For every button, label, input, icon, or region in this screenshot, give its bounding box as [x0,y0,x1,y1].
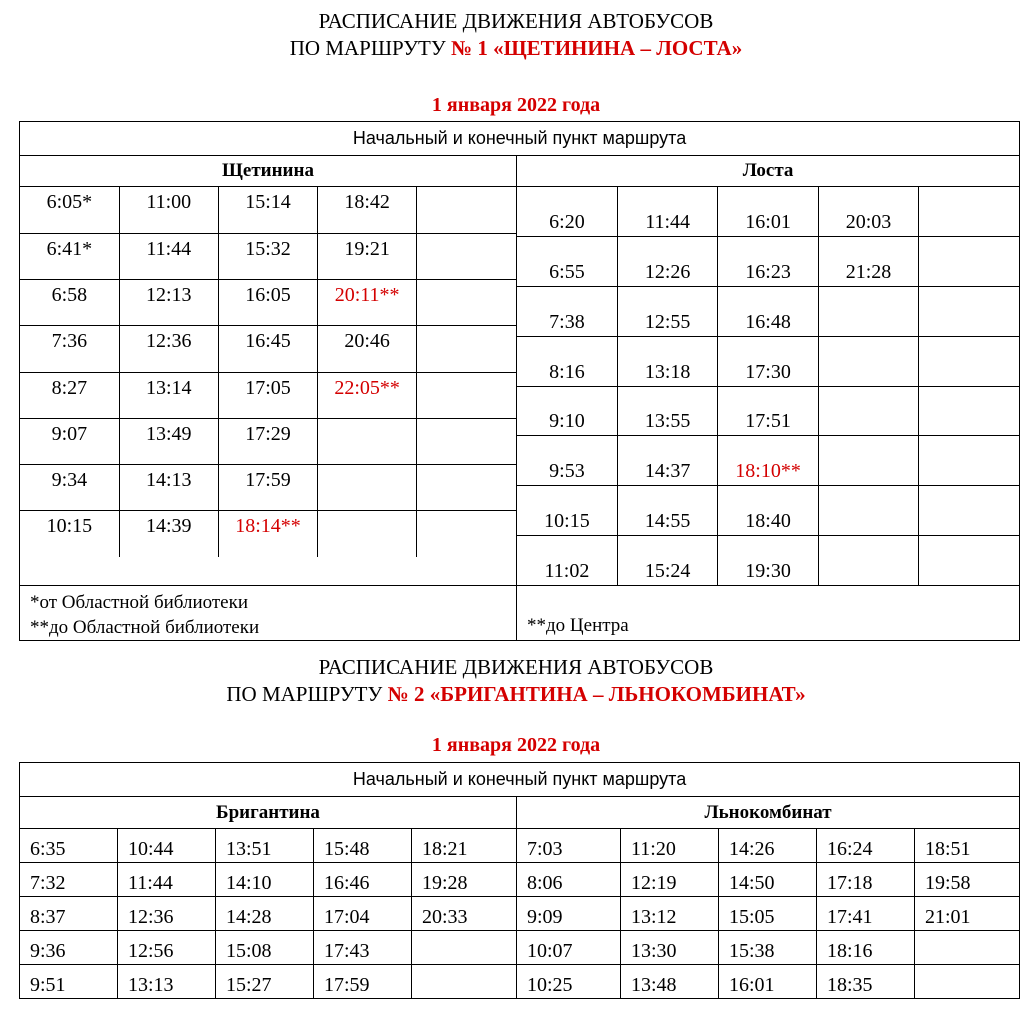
route2-right-time: 13:30 [631,940,677,962]
route1-right-time-cell [718,436,818,486]
route2-right-time: 13:48 [631,974,677,996]
route2-header: Начальный и конечный пункт маршрута [20,763,1020,797]
route1-left-time-cell [218,280,317,326]
route2-right-time-cell [719,829,817,863]
route1-left-time: 18:42 [344,191,390,213]
route1-right-time-cell [517,287,617,337]
route1-left-time-cell [318,280,417,326]
route1-left-row [20,465,516,511]
route1-right-row [517,535,1019,585]
route2-right-time-cell [915,965,1020,999]
route1-left-time: 14:13 [146,469,192,491]
route1-right-time: 17:30 [745,360,791,383]
route1-schedule-table [19,121,1020,641]
route2-right-time-cell [621,897,719,931]
route1-left-time [318,465,416,469]
route1-left-time-cell [318,465,417,511]
route2-right-time: 8:06 [527,872,563,894]
route2-right-time: 16:01 [729,974,775,996]
route1-right-stop: Лоста [517,156,1020,187]
route2-schedule-table [19,762,1020,999]
route1-right-time: 9:53 [549,460,585,482]
route2-left-time-cell [412,897,517,931]
route1-right-time: 15:24 [644,560,691,582]
route1-right-time: 18:10** [735,460,801,482]
route1-left-time: 16:05 [245,284,291,306]
route2-left-time-cell [20,965,118,999]
route2-left-time-cell [314,931,412,965]
route1-left-time: 17:05 [245,376,291,399]
route1-left-time-cell [218,418,317,464]
route2-left-time-cell [118,965,216,999]
route1-right-time-cell [818,436,918,486]
route1-right-time-cell [818,287,918,337]
route2-right-time-cell [621,863,719,897]
route1-left-time: 6:05* [46,191,93,213]
route1-left-time-cell [417,465,516,511]
route1-right-time: 19:30 [745,560,791,582]
route1-left-row [20,187,516,233]
route1-left-time-cell [218,233,317,279]
route1-left-time: 7:36 [51,330,88,353]
route1-left-row [20,280,516,326]
route1-right-time-cell [718,486,818,536]
route1-left-time: 22:05** [334,376,400,399]
route2-left-time: 10:44 [128,838,174,860]
route2-left-time: 15:27 [226,974,272,996]
route2-left-time [412,997,516,998]
route1-right-time-cell [818,386,918,436]
route2-right-time: 16:24 [827,838,873,860]
route1-left-time: 14:39 [146,515,192,538]
route1-left-time-cell [119,326,218,372]
route1-right-times [517,187,1020,586]
route1-right-time-cell [919,486,1019,536]
route1-right-time-cell [617,287,717,337]
route2-right-time-cell [621,931,719,965]
route1-right-time: 18:40 [745,509,791,532]
route2-right-time-cell [719,897,817,931]
route1-right-time-cell [818,237,918,287]
route1-right-time-cell [718,336,818,386]
route1-left-time-cell [417,233,516,279]
route1-right-time-cell [919,336,1019,386]
route2-right-stop: Льнокомбинат [517,797,1020,829]
route1-left-time [417,187,516,191]
route2-left-time-cell [216,931,314,965]
route2-row [20,863,1020,897]
route2-right-time-cell [517,931,621,965]
route1-right-row [517,436,1019,486]
route2-left-time: 16:46 [324,872,370,894]
route1-left-time: 10:15 [46,515,93,538]
route1-left-time-cell [218,465,317,511]
route1-right-time: 11:44 [645,211,691,234]
route1-left-time-cell [218,326,317,372]
route2-right-time: 14:50 [729,872,775,894]
route1-right-time: 14:55 [644,509,691,532]
route2-left-time: 20:33 [422,906,468,928]
route2-right-time: 18:16 [827,940,873,962]
route2-left-time: 15:48 [324,838,370,860]
route2-title-prefix: ПО МАРШРУТУ [226,682,388,706]
route2-left-time: 6:35 [30,838,66,860]
route1-title-line1: РАСПИСАНИЕ ДВИЖЕНИЯ АВТОБУСОВ [318,9,714,33]
route2-right-time: 17:41 [827,906,873,928]
route1-left-time-cell [218,511,317,557]
route1-right-time-cell [919,187,1019,237]
route1-left-time: 20:46 [344,330,390,353]
route1-left-time-cell [119,372,218,418]
route1-left-time: 8:27 [51,376,88,399]
route2-left-time: 9:36 [30,940,66,962]
route1-left-times [20,187,517,586]
route2-left-time-cell [20,897,118,931]
route2-left-time-cell [412,931,517,965]
route2-left-time: 11:44 [128,872,173,894]
route1-left-time-cell [20,233,119,279]
route1-left-time: 12:13 [146,284,192,306]
route2-right-time: 13:12 [631,906,677,928]
route1-left-time [417,280,516,284]
route1-right-time-cell [617,336,717,386]
route1-title-prefix: ПО МАРШРУТУ [289,36,452,60]
route2-right-time: 17:18 [827,872,873,894]
route1-right-time: 6:55 [549,261,585,283]
route2-left-time: 7:32 [30,872,66,894]
route1-left-time: 18:14** [235,515,301,538]
route1-left-time-cell [20,187,119,233]
route2-date: 1 января 2022 года [431,734,601,756]
route2-left-time: 13:13 [128,974,174,996]
route1-date: 1 января 2022 года [431,94,601,116]
route1-right-time-cell [718,287,818,337]
route2-title-line1: РАСПИСАНИЕ ДВИЖЕНИЯ АВТОБУСОВ [318,655,714,679]
route1-left-time: 16:45 [245,330,291,353]
route1-left-time: 17:59 [245,469,291,491]
route1-left-row [20,511,516,557]
route2-left-time-cell [118,829,216,863]
route1-left-stop: Щетинина [20,156,517,187]
route2-right-time: 10:25 [527,974,573,996]
route2-left-time-cell [216,965,314,999]
route1-left-time-cell [417,418,516,464]
route2-right-time: 18:51 [925,838,971,860]
route1-right-time: 10:15 [544,509,590,532]
route1-left-time: 11:44 [146,237,192,260]
route1-left-time: 15:14 [245,191,291,213]
route2-right-time-cell [817,965,915,999]
route1-right-time-cell [617,237,717,287]
route1-right-time-cell [718,187,818,237]
route2-left-time: 18:21 [422,838,468,860]
route2-left-time-cell [118,931,216,965]
route1-right-time-cell [818,187,918,237]
route2-left-time: 19:28 [422,872,468,894]
route1-right-time: 9:10 [549,410,585,433]
route1-left-time-cell [318,418,417,464]
route1-left-time [417,234,516,238]
route2-right-time: 10:07 [527,940,573,962]
route1-right-time: 11:02 [544,560,590,582]
route1-right-time: 16:48 [745,310,791,333]
route1-right-time-cell [919,386,1019,436]
route1-left-time: 15:32 [245,237,291,260]
route2-left-stop: Бригантина [20,797,517,829]
route2-left-time-cell [314,965,412,999]
route1-right-time-cell [517,486,617,536]
route1-left-time: 13:49 [146,422,192,445]
route2-right-time-cell [517,829,621,863]
route1-left-time [417,465,516,469]
route1-right-time-cell [818,535,918,585]
route1-left-time: 9:34 [51,469,88,491]
route2-right-time-cell [621,965,719,999]
route2-route-name: № 2 «БРИГАНТИНА – ЛЬНОКОМБИНАТ» [387,682,806,706]
route1-left-time-cell [318,233,417,279]
route1-right-time: 13:55 [644,410,691,433]
route1-left-time: 9:07 [51,422,88,445]
route1-right-time: 16:01 [745,211,791,234]
route1-left-time-cell [318,187,417,233]
route1-left-time [417,511,516,515]
route2-left-time-cell [20,829,118,863]
route2-right-time-cell [915,931,1020,965]
route1-left-time-cell [119,465,218,511]
route2-title-line2 [0,681,1032,708]
route1-note-left-1: *от Областной библиотеки [30,592,249,613]
route1-left-row [20,372,516,418]
route2-left-time-cell [20,863,118,897]
route1-left-time-cell [20,372,119,418]
route1-left-time-cell [20,418,119,464]
route1-right-time-cell [517,386,617,436]
route2-right-time: 7:03 [527,838,563,860]
route1-left-time-cell [417,187,516,233]
route2-right-time [915,997,1019,998]
route1-right-time: 20:03 [845,211,892,234]
route2-left-time-cell [216,829,314,863]
route1-right-row [517,187,1019,237]
route1-right-time-cell [617,486,717,536]
route1-left-time-cell [119,511,218,557]
route2-right-time: 19:58 [925,872,971,894]
route1-right-row [517,386,1019,436]
route2-right-time: 15:38 [729,940,775,962]
route2-left-time: 12:56 [128,940,174,962]
route2-left-time: 14:10 [226,872,272,894]
route1-right-row [517,287,1019,337]
route1-left-time-cell [318,326,417,372]
route1-right-time: 21:28 [845,261,892,283]
route2-right-time: 18:35 [827,974,873,996]
route2-right-time-cell [719,863,817,897]
route1-left-time-cell [20,326,119,372]
route1-right-time-cell [617,386,717,436]
route1-right-time-cell [617,436,717,486]
route1-right-time-cell [517,336,617,386]
route1-right-time-cell [818,486,918,536]
route2-right-time-cell [817,897,915,931]
route1-right-time: 13:18 [644,360,691,383]
route1-right-time-cell [919,287,1019,337]
route2-left-time: 8:37 [30,906,66,928]
route2-left-time-cell [412,965,517,999]
route1-right-row [517,486,1019,536]
route1-left-time-cell [20,511,119,557]
route2-left-time: 12:36 [128,906,174,928]
route2-row [20,965,1020,999]
route2-left-time: 14:28 [226,906,272,928]
route2-title [0,654,1032,708]
route2-right-time-cell [517,863,621,897]
route1-left-time: 12:36 [146,330,192,353]
route1-right-time: 16:23 [745,261,791,283]
route2-right-time: 21:01 [925,906,971,928]
route2-left-time: 17:59 [324,974,370,996]
route1-right-time-cell [718,237,818,287]
route2-right-time-cell [517,965,621,999]
route2-left-time: 17:04 [324,906,370,928]
route1-left-grid [20,187,516,557]
route2-right-time-cell [915,897,1020,931]
route1-left-time-cell [417,511,516,557]
route2-right-time: 12:19 [631,872,677,894]
route2-right-time: 11:20 [631,838,676,860]
route2-left-time: 13:51 [226,838,272,860]
route1-right-time: 14:37 [644,460,691,482]
route2-left-time: 15:08 [226,940,272,962]
route1-left-row [20,326,516,372]
route1-left-time [417,419,516,423]
route2-right-time: 15:05 [729,906,775,928]
route2-row [20,931,1020,965]
route2-left-time-cell [118,897,216,931]
route1-right-time-cell [617,535,717,585]
route1-route-name: № 1 «ЩЕТИНИНА – ЛОСТА» [451,36,743,60]
route2-right-time-cell [517,897,621,931]
route1-right-time-cell [718,386,818,436]
route2-left-time-cell [20,931,118,965]
route1-right-row [517,336,1019,386]
route1-left-row [20,233,516,279]
route1-left-time: 20:11** [334,284,400,306]
route1-left-time: 19:21 [344,237,390,260]
route1-right-time-cell [818,336,918,386]
route2-row [20,897,1020,931]
route1-left-time [417,326,516,330]
route1-right-time-cell [919,237,1019,287]
route1-title-line2 [0,35,1032,62]
route1-left-time: 11:00 [146,191,192,213]
route1-right-time-cell [517,187,617,237]
route1-right-time-cell [919,535,1019,585]
route1-left-time: 6:58 [51,284,88,306]
route2-right-time: 9:09 [527,906,563,928]
route1-left-time-cell [417,280,516,326]
route1-title [0,8,1032,62]
route2-right-time-cell [915,863,1020,897]
route2-right-time: 14:26 [729,838,775,860]
route1-left-time: 13:14 [146,376,192,399]
route1-right-time-cell [919,436,1019,486]
route1-left-time-cell [318,372,417,418]
route2-left-time-cell [314,863,412,897]
route1-right-time-cell [617,187,717,237]
route1-left-time: 17:29 [245,422,291,445]
route2-left-time-cell [216,897,314,931]
route1-left-time-cell [119,418,218,464]
route1-left-time-cell [119,233,218,279]
route2-right-time-cell [719,965,817,999]
route1-left-row [20,418,516,464]
route1-left-notes [20,586,517,641]
route1-right-time-cell [517,237,617,287]
route1-note-right: **до Центра [527,615,629,636]
route1-left-time-cell [318,511,417,557]
route2-right-time-cell [817,829,915,863]
route2-right-time-cell [915,829,1020,863]
route1-left-time-cell [119,280,218,326]
route2-left-time-cell [412,863,517,897]
route1-left-time-cell [417,372,516,418]
route1-left-time-cell [218,187,317,233]
route1-right-time-cell [517,535,617,585]
route2-row [20,829,1020,863]
route2-left-time-cell [412,829,517,863]
route1-right-time: 8:16 [549,360,585,383]
route2-right-time-cell [817,863,915,897]
route1-note-left-2: **до Областной библиотеки [30,617,260,638]
route1-left-time-cell [20,280,119,326]
route1-header: Начальный и конечный пункт маршрута [20,122,1020,156]
route1-left-time [318,511,416,515]
route1-left-time-cell [417,326,516,372]
route1-right-time: 12:26 [644,261,691,283]
route1-right-time: 7:38 [549,310,585,333]
route1-right-time: 12:55 [644,310,691,333]
route1-right-time-cell [517,436,617,486]
route2-left-time: 9:51 [30,974,66,996]
route2-left-time-cell [314,829,412,863]
route1-right-time: 17:51 [745,410,791,433]
route1-right-time: 6:20 [549,211,585,234]
route1-left-time-cell [119,187,218,233]
route2-right-time-cell [719,931,817,965]
route1-right-time-cell [718,535,818,585]
route2-left-time-cell [216,863,314,897]
route2-left-time-cell [118,863,216,897]
route1-left-time-cell [218,372,317,418]
route2-right-time-cell [621,829,719,863]
route1-right-grid [517,187,1019,585]
route1-left-time [417,373,516,377]
route1-right-row [517,237,1019,287]
route2-right-time-cell [817,931,915,965]
route1-left-time [318,419,416,423]
route1-right-notes [517,586,1020,641]
route2-left-time: 17:43 [324,940,370,962]
route2-left-time-cell [314,897,412,931]
route1-left-time: 6:41* [46,237,93,260]
route1-left-time-cell [20,465,119,511]
